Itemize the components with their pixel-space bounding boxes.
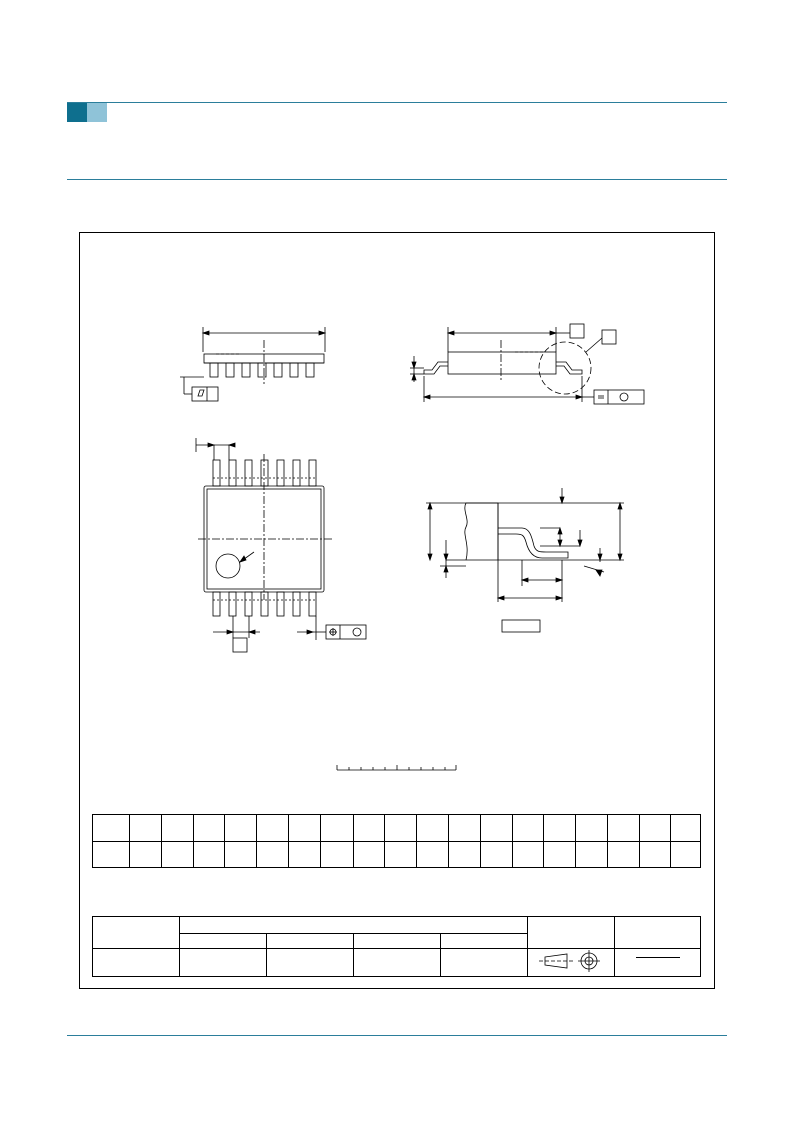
ref-jeita-value <box>354 949 441 977</box>
datum-b-box <box>233 638 247 652</box>
pin-1-index-circle <box>216 554 240 578</box>
ref-jeita-cell <box>354 934 441 949</box>
scale-bar <box>337 765 456 770</box>
top-view-lower-leads <box>213 592 316 616</box>
end-view <box>410 324 644 404</box>
dimensions-value-row <box>93 841 701 868</box>
projection-cone-icon <box>539 954 573 968</box>
european-projection-header-cell <box>528 917 615 949</box>
dimensions-table <box>92 814 701 868</box>
outline-version-table <box>92 916 701 977</box>
projection-symbol-cell <box>528 949 615 977</box>
detail-x-box <box>602 330 616 344</box>
ref-extra-cell <box>441 934 528 949</box>
target-circle-icon <box>578 950 600 972</box>
dimensions-header-row <box>93 815 701 842</box>
datum-a-box <box>570 324 584 338</box>
references-header-cell <box>180 917 528 934</box>
top-view-upper-leads <box>213 460 316 486</box>
top-view <box>196 438 366 652</box>
outline-version-value <box>93 949 180 977</box>
ref-jedec-value <box>267 949 354 977</box>
ref-iec-value <box>180 949 267 977</box>
ref-jedec-cell <box>267 934 354 949</box>
issue-date-rule <box>636 957 680 958</box>
issue-date-cell <box>615 949 701 977</box>
side-view <box>180 327 325 401</box>
detail-x-view <box>426 488 624 632</box>
outline-version-cell <box>93 917 180 949</box>
issue-date-header-cell <box>615 917 701 949</box>
side-view-leads <box>210 363 314 377</box>
detail-x-label-box <box>502 620 540 632</box>
ref-iec-cell <box>180 934 267 949</box>
ref-extra-value <box>441 949 528 977</box>
